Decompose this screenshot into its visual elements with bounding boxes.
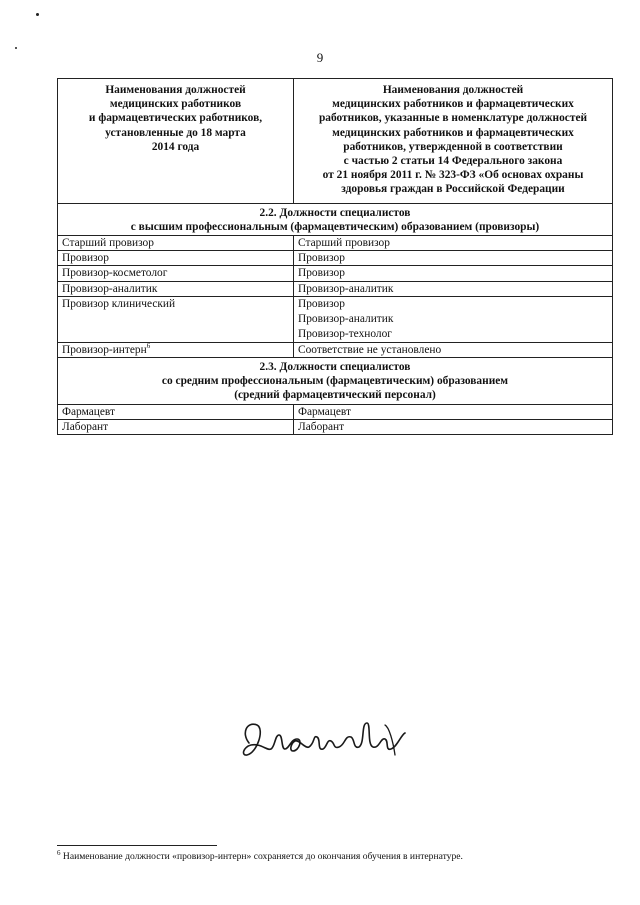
old-position-cell: Старший провизор <box>58 236 294 251</box>
footnote-divider <box>57 845 217 846</box>
table-row <box>58 296 613 342</box>
section-title: 2.2. Должности специалистов <box>259 206 411 219</box>
old-position-cell: Провизор-аналитик <box>58 281 294 296</box>
old-position-text: Провизор-интерн <box>62 343 147 356</box>
header-line: и фармацевтических работников, <box>88 112 263 125</box>
section-subtitle: со средним профессиональным (фармацевтическим) образованием <box>161 375 509 388</box>
header-line: установленные до 18 марта <box>105 126 246 139</box>
table-row <box>58 266 613 281</box>
new-position-line: Провизор-технолог <box>298 327 392 340</box>
section-heading-cell <box>58 358 613 405</box>
header-line: здоровья граждан в Российской Федерации <box>341 183 565 196</box>
header-line: Наименования должностей <box>105 84 246 96</box>
table-row <box>58 281 613 296</box>
table-row <box>58 236 613 251</box>
section-heading-cell <box>58 203 613 235</box>
new-position-cell: Старший провизор <box>294 236 613 251</box>
header-line: работников, указанные в номенклатуре должностей <box>318 112 588 125</box>
old-position-cell <box>58 342 294 357</box>
new-position-line: Провизор-аналитик <box>298 312 394 325</box>
handwritten-signature <box>235 705 420 775</box>
table-row <box>58 404 613 419</box>
table-row <box>58 342 613 357</box>
old-position-cell: Провизор клинический <box>58 296 294 342</box>
header-line: медицинских работников <box>109 98 242 111</box>
section-heading-2-3 <box>58 358 613 405</box>
header-line: медицинских работников и фармацевтических <box>332 126 574 139</box>
old-position-cell: Провизор-косметолог <box>58 266 294 281</box>
new-position-cell: Фармацевт <box>294 404 613 419</box>
section-subtitle: (средний фармацевтический персонал) <box>234 389 436 402</box>
scan-mark <box>36 13 39 16</box>
header-line: медицинских работников и фармацевтических <box>332 98 574 111</box>
new-position-cell: Провизор <box>294 251 613 266</box>
header-line: Наименования должностей <box>382 84 524 96</box>
new-position-line: Провизор <box>298 297 345 310</box>
section-title: 2.3. Должности специалистов <box>259 361 411 374</box>
section-subtitle: с высшим профессиональным (фармацевтическим) образованием (провизоры) <box>130 220 540 233</box>
header-line: работников, утвержденной в соответствии <box>343 140 563 153</box>
header-new-positions <box>294 79 613 204</box>
header-old-positions <box>58 79 294 204</box>
new-position-cell: Провизор <box>294 266 613 281</box>
footnote-text: Наименование должности «провизор-интерн» сохраняется до окончания обучения в интернатуре. <box>60 851 463 862</box>
section-heading-2-2 <box>58 203 613 235</box>
new-position-cell: Лаборант <box>294 419 613 434</box>
header-line: с частью 2 статьи 14 Федерального закона <box>343 155 563 168</box>
new-position-cell: Провизор-аналитик <box>294 281 613 296</box>
header-line: от 21 ноября 2011 г. № 323-ФЗ «Об основах охраны <box>322 169 584 182</box>
old-position-cell: Провизор <box>58 251 294 266</box>
new-position-cell <box>294 296 613 342</box>
new-position-cell: Соответствие не установлено <box>294 342 613 357</box>
header-line: 2014 года <box>151 140 200 153</box>
old-position-cell: Лаборант <box>58 419 294 434</box>
page-number: 9 <box>316 50 324 65</box>
table-header-row <box>58 79 613 204</box>
positions-table <box>57 78 613 435</box>
table-row <box>58 251 613 266</box>
old-position-cell: Фармацевт <box>58 404 294 419</box>
table-row <box>58 419 613 434</box>
footnote <box>57 848 612 863</box>
footnote-mark: 6 <box>57 848 61 857</box>
scan-mark <box>15 47 17 49</box>
footnote-reference: 6 <box>146 342 151 351</box>
